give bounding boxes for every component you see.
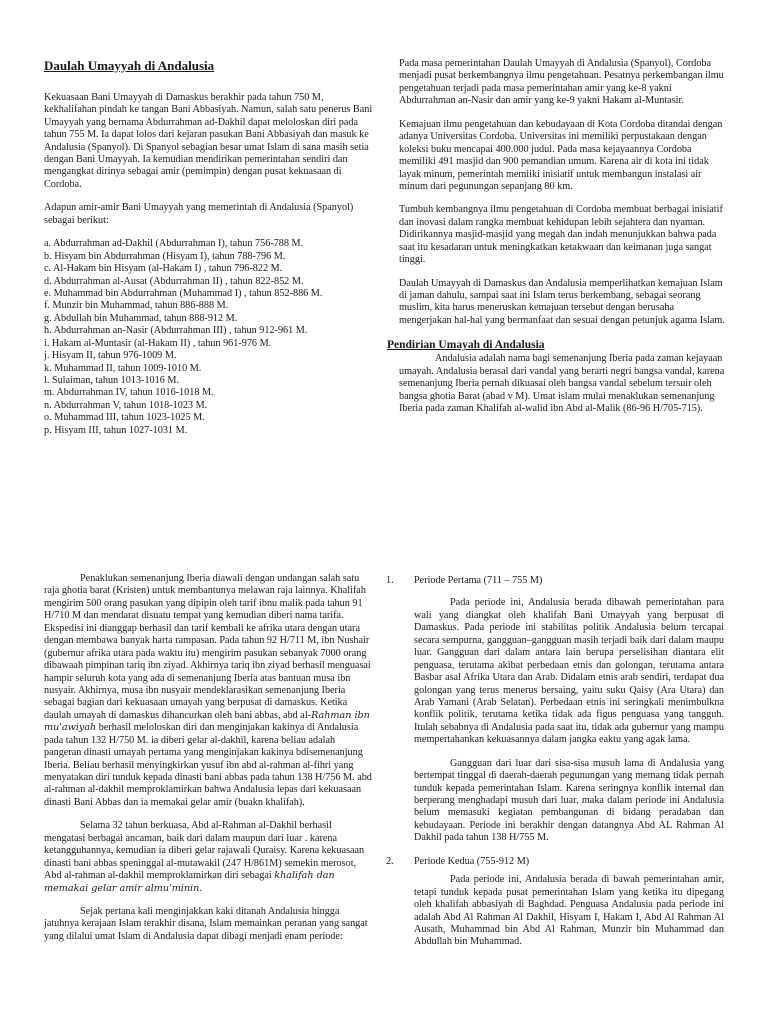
document-title: Daulah Umayyah di Andalusia bbox=[44, 58, 215, 73]
amir-list-item: i. Hakam al-Muntasir (al-Hakam II) , tahun 961-976 M. bbox=[44, 337, 272, 349]
amir-list-item: l. Sulaiman, tahun 1013-1016 M. bbox=[44, 375, 179, 387]
column-bottom-left bbox=[44, 573, 374, 954]
period-number: 1. bbox=[386, 575, 394, 586]
period-body-1 bbox=[414, 597, 724, 844]
period-heading-2 bbox=[386, 856, 724, 868]
period-title: Periode Pertama (711 – 755 M) bbox=[414, 575, 543, 586]
amir-list-item: g. Abdullah bin Muhammad, tahun 888-912 M. bbox=[44, 312, 238, 324]
amir-list-item: d. Abdurrahman al-Ausat (Abdurrahman II) , tahun 822-852 M. bbox=[44, 275, 304, 287]
period-paragraph: Pada periode ini, Andalusia berada dibawah pemerintahan para wali yang diangkat oleh khalifah Bani Umayyah yang berpusat di Damaskus. Pada periode ini stabilitas politik Andalusia belum tercapai secara sempurna, gangguan–gangguan masih terjadi baik dari dalam maupu luar. Gangguan dari dalam antara lain berupa perselisihan diantara elit penguasa, terutama akibat perbedaan etnis dan golongan, terutama antara Basbar asal Afrika Utara dan Arab. Didalam etnis arab sendiri, terdapat dua golongan yang terus menerus bersaing, yaitu suku Qaisy (Ara Utara) dan Arab Yamani (Arab Selatan). Perbedaan etnis ini seringkali menimbulkna konflik politik, terutama ketika tidak ada figus penguasa yang tangguh. Itulah sebabnya di Andalusia pada saat itu, tidak ada gubernur yang mampu mempertahankan kekuasannya dalam jangka eaktu yang agak lama. bbox=[414, 597, 724, 746]
paragraph-amir-intro: Adapun amir-amir Bani Umayyah yang memerintah di Andalusia (Spanyol) sebagai berikut: bbox=[44, 202, 354, 226]
period-paragraph: Pada periode ini, Andalusia berada di bawah pemerintahan amir, tetapi tunduk kepada pusat pemerintahan Islam yang ketika itu dipegang oleh khalifah abbasiyah di Baghdad. Penguasa Andalusia pada periode ini adalah Abd Al Rahman Al Dakhil, Hisyam I, Hakam I, Abd Al Rahman Al Ausath, Muhammad bin Abd Al Rahman, Munzir bin Muhammad dan Abdullah bin Muhammad. bbox=[414, 874, 724, 948]
amir-list-item: o. Muhammad III, tahun 1023-1025 M. bbox=[44, 412, 205, 424]
amir-list-item: p. Hisyam III, tahun 1027-1031 M. bbox=[44, 424, 188, 436]
paragraph-conquest bbox=[44, 573, 374, 809]
paragraph-andalusia-name: Andalusia adalah nama bagi semenanjung Iberia pada zaman kejayaan umayah. Andalusia berasal dari vandal yang berarti negri bangsa vandal, karena semenanjung Iberia pernah dikuasai oleh bangsa vandal sebelum tersuir oleh bangsa ghotia Barat (abad v M). Umat islam mulai menaklukan semenanjung Iberia pada zaman Khalifah al-walid ibn Abd al-Malik (86-96 H/705-715). bbox=[399, 353, 725, 415]
rule-text: Selama 32 tahun berkuasa, Abd al-Rahman al-Dakhil berhasil mengatasi berbagai ancaman, baik dari dalam maupun dari luar . karena ketangguhannya, kemudian ia diberi gelar rajawali Quraisy. Karena kekuasaan dinasti bani abbas speninggal al-mutawakil (247 H/861M) semekin merosot, Abd al-rahman al-dakhil memproklamirkan diri sebagai bbox=[44, 820, 365, 882]
handwritten-phrase: Rahman ibn mu'awiyah bbox=[44, 709, 370, 734]
column-top-left bbox=[44, 58, 374, 447]
paragraph-intro: Kekuasaan Bani Umayyah di Damaskus berakhir pada tahun 750 M, kekhalifahan pindah ke tangan Bani Abbasiyah. Namun, salah satu penerus Bani Umayyah yang bernama Abdurrahman ad-Dakhil dapat meloloskan diri pada tahun 755 M. Ia dapat lolos dari kejaran pasukan Bani Abbasiyah dan masuk ke Andalusia (Spanyol). Di Spanyol sebagian besar umat Islam di sana masih setia dengan Bani Umayyah. Ia kemudian mendirikan pemerintahan sendiri dan mengangkat dirinya sebagai amir (pemimpin) dengan pusat kekuasaan di Cordoba. bbox=[44, 91, 373, 190]
paragraph-periods-intro: Sejak pertana kali menginjakkan kaki ditanah Andalusia hingga jatuhnya kerajaan Islam terakhir disana, Islam memainkan peranan yang sangat yang dilalui umat Islam di Andalusia dapat dibagi menjadi enam periode: bbox=[44, 905, 368, 942]
amir-list-item: e. Muhammad bin Abdurrahman (Muhammad I) , tahun 852-886 M. bbox=[44, 287, 323, 299]
section-heading-pendirian: Pendirian Umayah di Andalusia bbox=[387, 339, 545, 352]
column-bottom-right bbox=[386, 575, 724, 960]
amir-list-item: f. Munzir bin Muhammad, tahun 886-888 M. bbox=[44, 300, 229, 312]
handwritten-phrase: khalifah dan memakai gelar amir almu'minin. bbox=[44, 870, 335, 894]
paragraph-cordoba-innovation: Tumbuh kembangnya ilmu pengetahuan di Cordoba membuat berbagai inisiatif dan inovasi dalam rangka membuat kehidupan lebih sejahtera dan nyaman. Didirikannya masjid-masjid yang megah dan indah menunjukkan bahwa pada saat itu kesadaran untuk meningkatkan ketakwaan dan keimanan juga sangat tinggi. bbox=[399, 204, 723, 266]
period-heading-1 bbox=[386, 575, 724, 587]
amir-list-item: c. Al-Hakam bin Hisyam (al-Hakam I) , tahun 796-822 M. bbox=[44, 263, 283, 275]
amir-list-item: a. Abdurrahman ad-Dakhil (Abdurrahman I), tahun 756-788 M. bbox=[44, 238, 304, 250]
amir-list-item: n. Abdurrahman V, tahun 1018-1023 M. bbox=[44, 399, 208, 411]
paragraph-cordoba-culture: Kemajuan ilmu pengetahuan dan kebudayaan di Kota Cordoba ditandai dengan adanya Universitas Cordoba. Universitas ini memiliki perpustakaan dengan koleksi buku mencapai 400.000 judul. Pada masa kejayaannya Cordoba memiliki 491 masjid dan 900 pemandian umum. Karena air di kota ini tidak layak minum, pemerintah memiiki inisiatif untuk membangun instalasi air minum dari pegunungan sepanjang 80 km. bbox=[399, 118, 723, 192]
conquest-text: Penaklukan semenanjung Iberia diawali dengan undangan salah satu raja ghotia barat (Kristen) untuk membantunya melawan raja lainnya. Khalifah mengirim 500 orang pasukan yang dipipin oleh tarif ibnu malik pada tahun 91 H/710 M dan mendarat disuatu tempat yang kemudian diberi nama tarifa. Ekspedisi ini dianggap berhasil dan tarif kembali ke afrika utara dengan utara dengan membawa banyak harta rampasan. Pada tahun 92 H/711 M, ibn Nushair (gubernur afrika utara pada waktu itu) mengirim pasukan sebanyak 7000 orang dibawaah pimpinan tariq ibn ziyad. Akhirnya tariq ibn ziyad berhasil menguasai hampir seluruh kota yang ada di semenanjung Iberia atas bantuan musa ibn nusyair. Akhirnya, musa ibn nusyair mendeklarasikan semenanjung Iberia sebagai bagian dari kekuasaan umayah yang berpusat di damaskus. Ketika daulah umayah di damaskus dihancurkan oleh bani abbas, abd al- bbox=[44, 573, 371, 721]
amir-list bbox=[44, 238, 374, 437]
period-paragraph: Gangguan dari luar dari sisa-sisa musuh lama di Andalusia yang bertempat tinggal di daerah-daerah pegunungan yang memang tidak pernah tunduk kepada pemerintahan Islam. Karena seringnya konflik internal dan berperang menghadapi musuh dari luar, maka dalam periode ini Andalusia belum memasuki kegiatan pembangunan di bidang peradaban dan kebudayaan. Periode ini berakhir dengan datangnya Abd AL Rahman Al Dakhil pada tahun 138 H/755 M. bbox=[414, 757, 724, 844]
period-title: Periode Kedua (755-912 M) bbox=[414, 855, 530, 867]
conquest-text-cont: berhasil meloloskan diri dan menginjakan kakinya di Andalusia pada tahun 132 H/750 M. ia diberi gelar al-dakhil, karena beliau adalah pangeran dinasti umayah pertama yang menginjakan kakinya bdisemenanjung Iberia. Beliau berhasil menyingkirkan yusuf ibn abd al-rahman al-fihri yang menyatakan diri tunduk kepada dinasti bani abbas pada tahun 138 H/756 M. abd al-rahman al-dakhil memproklamirkan bahwa Andalusia lepas dari kekuasaan dinasti Bani Abbas dan ia memakai gelar amir (buakn khalifah). bbox=[44, 722, 372, 808]
column-top-right bbox=[387, 58, 725, 427]
period-number: 2. bbox=[386, 855, 394, 867]
amir-list-item: b. Hisyam bin Abdurrahman (Hisyam I), tahun 788-796 M. bbox=[44, 250, 286, 262]
amir-list-item: m. Abdurrahman IV, tahun 1016-1018 M. bbox=[44, 387, 214, 399]
paragraph-rule bbox=[44, 820, 374, 895]
amir-list-item: j. Hisyam II, tahun 976-1009 M. bbox=[44, 350, 177, 362]
amir-list-item: h. Abdurrahman an-Nasir (Abdurrahman III) , tahun 912-961 M. bbox=[44, 325, 308, 337]
paragraph-cordoba-science: Pada masa pemerintahan Daulah Umayyah di Andalusia (Spanyol), Cordoba menjadi pusat berkembangnya ilmu pengetahuan. Pesatnya perkembangan ilmu pengetahuan terjadi pada masa pemerintahan amir yang ke-8 yakni Abdurrahman an-Nasir dan amir yang ke-9 yakni Hakam al-Muntasir. bbox=[399, 58, 724, 107]
amir-list-item: k. Muhammad II, tahun 1009-1010 M. bbox=[44, 362, 202, 374]
paragraph-islam-progress: Daulah Umayyah di Damaskus dan Andalusia memperlihatkan kemajuan Islam di jaman dahulu, sampai saat ini Islam terus berkembang, sebagai seorang muslim, kita harus meneruskan kemajuan tersebut dengan berusaha mengerjakan hal-hal yang bermanfaat dan sesuai dengan petunjuk agama Islam. bbox=[399, 277, 725, 326]
period-body-2 bbox=[414, 874, 724, 949]
